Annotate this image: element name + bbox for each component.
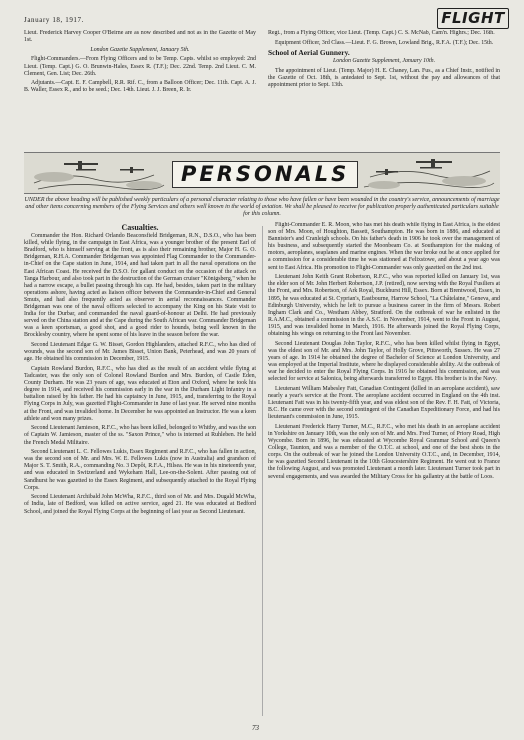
- obituary-paragraph: Lieutenant William Mabesley Fatt, Canadian Contingent (killed in an aeroplane accident), saw nearly a year's service at the Front. The aeroplane accident occurred in England on the 4th inst. Lieutenant Fatt was in his twenty-fifth year, and was eldest son of the Rev. F. H. Fatt, of Victoria, B.C. He came over with the second contingent of the Canadian Expeditionary Force, and had his lieutenant's commission in June, 1915.: [268, 385, 500, 421]
- school-heading: School of Aerial Gunnery.: [268, 48, 350, 58]
- obituary-paragraph: Lieutenant John Keith Grant Robertson, R.F.C., who was reported killed on January 1st, was the elder son of Mr. John Herbert Robertson, J.P. (retired), now serving with the Royal Fusiliers at the Front, and Mrs. Robertson, of Ark Royal, Buckhurst Hill, Essex. Born at Brentwood, Essex, in 1895, he was educated at St. Cyprian's, Eastbourne, Harrow School, "La Châtelaine," Geneva, and Edinburgh University, which he left to pursue a business career in the firm of Messrs. Robert Ingham Clark and Co., Westham Abbey, Stratford. On the outbreak of war he enlisted in the R.A.M.C., obtained a commission in the A.S.C. in November, 1914, went to the Front in August, 1915, and was invalided home in March, 1916. He afterwards joined the Royal Flying Corps, obtaining his wings on returning to the Front last November.: [268, 274, 500, 337]
- gazette-paragraph: Flight-Commanders.—From Flying Officers and to be Temp. Capts. whilst so employed: 2nd Lieut. (Temp. Capt.) G. O. Brunwin-Hales, Essex R. (T.F.); Dec. 22nd. Temp. 2nd Lieut. C. M. Clement, Gen. List; Dec. 26th.: [24, 56, 256, 77]
- supplement-heading: London Gazette Supplement, January 5th.: [90, 46, 190, 53]
- obituary-paragraph: Second Lieutenant Edgar G. W. Bisset, Gordon Highlanders, attached R.F.C., who has died of wounds, was the second son of Mr. James Bisset, Union Bank, Peterhead, and was 20 years of age. He obtained his commission in December, 1915.: [24, 342, 256, 363]
- personals-title: [172, 161, 352, 186]
- gazette-paragraph: Adjutants.—Capt. E. F. Campbell, R.R. Rif. C., from a Balloon Officer; Dec. 11th. Capt. A. J. B. Waller, Essex R., and to be seed.; Dec. 14th. Lieut. J. J. Breen, R. Ir.: [24, 80, 256, 94]
- casualties-column: [24, 222, 256, 720]
- obituary-paragraph: Second Lieutenant Jamieson, R.F.C., who has been killed, belonged to Whitby, and was the son of Captain W. Jamieson, master of the ss. "Saxon Prince," who is interned at Ruhleben. He held the French Medal Militaire.: [24, 425, 256, 446]
- obituary-paragraph: Flight-Commander E. R. Moon, who has met his death while flying in East Africa, is the eldest son of Mrs. Moon, of Houghton, Bassett, Southampton. He was born in 1886, and educated at Bannister's and Cranleigh schools. On his father's death in 1906 he took over the management of his business, and subsequently started the Moonbeam Co. at Southampton for the making of motors, aeroplanes, seaplanes and marine engines. When the war broke out he at once applied for a commission for a considerable time he was stationed at Felixstowe, and about a year ago was sent to East Africa. His promotion to Flight-Commander was only gazetted on the 2nd inst.: [268, 222, 500, 271]
- gazette-paragraph: The appointment of Lieut. (Temp. Major) H. E. Chaney, Lan. Fus., as a Chief Instr., notified in the Gazette of Oct. 18th, is antedated to Sept. 1st, without the pay and allowances of that appointment prior to Sept. 13th.: [268, 68, 500, 89]
- obituary-paragraph: Lieutenant Frederick Harry Turner, M.C., R.F.C., who met his death in an aeroplane accident in Yorkshire on January 10th, was the only son of Mr. and Mrs. Fred Turner, of Priory Road, High Wycombe. Born in 1896, he was educated at Wycombe Royal Grammar School and Queen's College, Taunton, and was a member of the O.T.C. at school, and one of the best shots in the corps. On the outbreak of war he joined the London University O.T.C., and, in December, 1914, he was gazetted Second Lieutenant in the 10th Gloucestershire Regiment. He went out to France the following August, and was promoted Lieutenant a month later. Lieutenant Turner took part in several engagements, and was awarded the Military Cross for his gallantry at the battle of Loos.: [268, 423, 500, 480]
- obituary-paragraph: Commander the Hon. Richard Orlando Beaconsfield Bridgeman, R.N., D.S.O., who has been killed, while flying, in the campaign in East Africa, was a younger brother of the present Earl of Bradford, who is himself serving at the front, as is also their remaining brother, Major H. G. O. Bridgeman, R.H.A. Commander Bridgeman was appointed Flag Commander to the Commander-in-Chief on the Cape station in June, 1914, and had taken part in all the naval operations on the East African Coast. He received the D.S.O. for gallant conduct on the occasion of the attack on Tanga Harbour, and also took part in the destruction of the German cruiser "Königsberg," when he had a narrow escape, a bullet passing through his cap. He had, besides, taken part in the military operations ashore, having acted as liaison officer between the Commander-in-Chief and General Smuts, and had also frequently acted as observer in aerial reconnaissances. Commander Bridgeman was one of the naval officers selected to accompany the King on his State visit to India for the Durbar, and commanded the naval guard-of-honour at Delhi. He had previously served on the China station and at the Cape during the South African war. Commander Bridgeman was a keen sportsman, a good shot, and a good rider to hounds, being well known in the Brocklesby country, where he spent some of his leave in the season before the war.: [24, 233, 256, 339]
- gazette-notices-left: [24, 30, 256, 152]
- gazette-notices-right: [268, 30, 500, 152]
- obituary-paragraph: Second Lieutenant Douglas John Taylor, R.F.C., who has been killed whilst flying in Egypt, was the eldest son of Mr. and Mrs. John Taylor, of Holly Grove, Pittsworth, Sussex. He was 27 years of age. In 1914 he obtained the degree of Bachelor of Science at London University, and was employed at the Imperial Institute, where he displayed considerable ability. At the outbreak of war he decided to enter the Royal Flying Corps. In 1916 he obtained his commission, and was selected for service at Salonica, being afterwards transferred to Egypt. His brother is in the Navy.: [268, 340, 500, 383]
- page-number: 73: [252, 724, 259, 732]
- column-divider: [262, 226, 263, 716]
- obituaries-right-column: [268, 222, 500, 720]
- casualties-heading: Casualties.: [121, 223, 159, 232]
- flight-masthead-logo: FLIGHT: [437, 8, 509, 29]
- personals-notice: UNDER the above heading will be published weekly particulars of a personal character relating to those who have fallen or have been wounded in the country's service, announcements of marriage and other items concerning members of the Flying Services and others well known in the world of aviation. We shall be pleased to receive for publication properly authenticated particulars suitable for this column.: [24, 197, 500, 218]
- supplement-heading: London Gazette Supplement, January 10th.: [332, 58, 436, 65]
- personals-title-text: PERSONALS: [172, 161, 358, 188]
- gazette-paragraph: Lieut. Frederick Harvey Cooper O'Beirne are as now described and not as in the Gazette of May 1st.: [24, 30, 256, 44]
- gazette-paragraph: Equipment Officer, 3rd Class.—Lieut. F. G. Brown, Lowland Brig., R.F.A. (T.F.); Dec. 15th.: [275, 39, 494, 46]
- obituary-paragraph: Second Lieutenant L. C. Fellowes Lukis, Essex Regiment and R.F.C., who has fallen in action, was the second son of Mr. and Mrs. W. E. Fellowes Lukis (now in Australia) and grandson of Major S. T. Smith, R.A., commanding No. 3 Depôt, R.F.A., Hilsea. He was in his nineteenth year, and was educated in Switzerland and Wykeham Hall, Lee-on-the-Solent. After passing out of Sandhurst he was gazetted to the Essex Regiment, and subsequently attached to the Royal Flying Corps.: [24, 449, 256, 491]
- obituary-paragraph: Captain Rowland Burdon, R.F.C., who has died as the result of an accident while flying at Tadcaster, was the only son of Colonel Rowland Burdon and Mrs. Burdon, of Castle Eden, County Durham. He was 23 years of age, was educated at Eton and Oxford, where he took his degree in 1914, and received his commission early in the war in the Durham Light Infantry in a battalion raised by his father. He had his captaincy in June, 1915, and, transferring to the Royal Flying Corps in July, was gazetted Flight-Commander in June of last year. He served nine months at the Front, and was invalided home. In December he was appointed an Instructor. He was a keen athlete and won many prizes.: [24, 365, 256, 422]
- obituary-paragraph: Second Lieutenant Archibald John McWha, R.F.C., third son of Mr. and Mrs. Dugald McWha, of India, late of Bedford, was killed on active service, aged 21. He was educated at Bedford School, and joined the Royal Flying Corps at the beginning of last year as Second Lieutenant.: [24, 494, 256, 515]
- personals-banner: [24, 152, 500, 194]
- gazette-paragraph: Regt., from a Flying Officer, vice Lieut. (Temp. Capt.) C. S. McNab, Cam'n. Highrs.; Dec. 16th.: [268, 30, 495, 36]
- running-date: January 18, 1917.: [24, 16, 84, 24]
